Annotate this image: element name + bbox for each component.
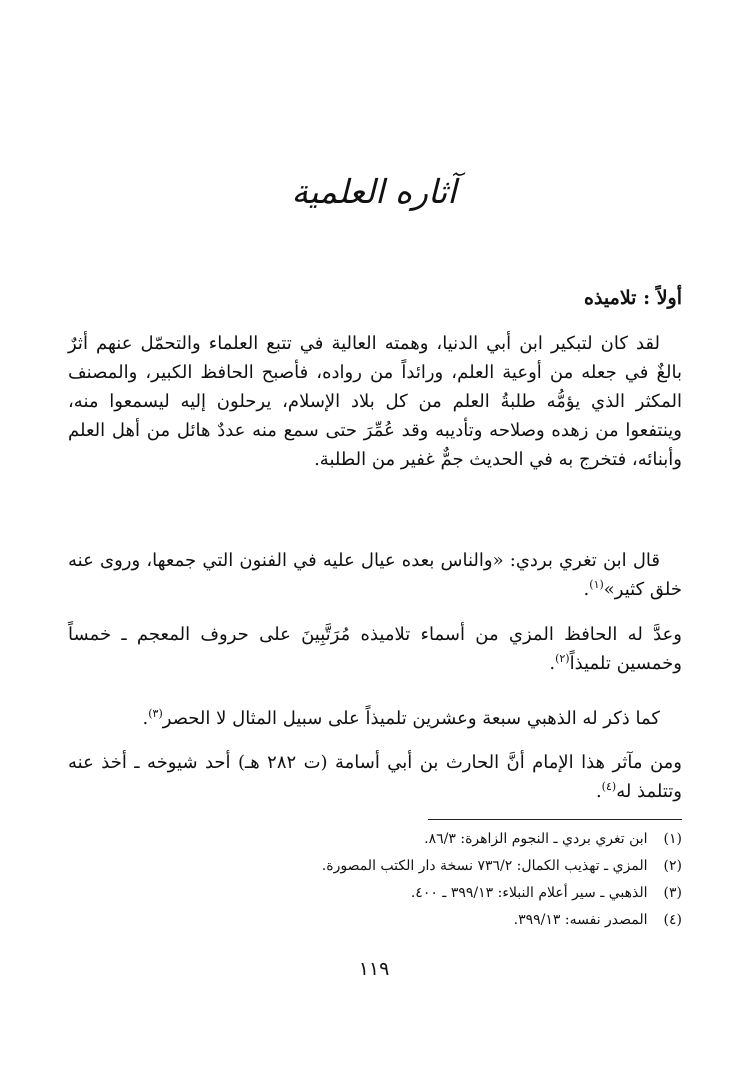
footnote-item: [68, 907, 682, 934]
footnote-ref[interactable]: (٢): [555, 652, 570, 665]
footnote-text: المصدر نفسه: ٣٩٩/١٣.: [513, 912, 648, 928]
footnote-item: [68, 853, 682, 880]
paragraph-end: .: [595, 781, 602, 802]
footnote-text: المزي ـ تهذيب الكمال: ٧٣٦/٢ نسخة دار الكتب المصورة.: [321, 858, 648, 874]
chapter-title: آثاره العلمية: [291, 172, 457, 211]
footnote-ref[interactable]: (٤): [601, 780, 617, 793]
paragraph-text: كما ذكر له الذهبي سبعة وعشرين تلميذاً على سبيل المثال لا الحصر: [162, 708, 660, 729]
section-heading: أولاً : تلاميذه: [584, 287, 682, 309]
footnote-ref[interactable]: (٣): [148, 707, 163, 720]
page-number: ١١٩: [358, 958, 390, 980]
paragraph-end: .: [549, 653, 556, 674]
paragraph-mizzi-count: [68, 620, 682, 678]
footnote-number: (٢): [663, 858, 682, 874]
paragraph-dhahabi-count: [68, 704, 682, 733]
paragraph-text: قال ابن تغري بردي: «والناس بعده عيال عليه في الفنون التي جمعها، وروى عنه خلق كثير»: [68, 550, 682, 600]
paragraph-text: وعدَّ له الحافظ المزي من أسماء تلاميذه مُرَتَّبِينَ على حروف المعجم ـ خمساً وخمسين تلميذاً: [68, 624, 682, 674]
footnote-divider: [428, 819, 682, 820]
paragraph-students-intro: [68, 329, 682, 474]
paragraph-ibn-taghri-quote: [68, 546, 682, 604]
footnote-number: (١): [663, 831, 682, 847]
footnote-text: ابن تغري بردي ـ النجوم الزاهرة: ٨٦/٣.: [424, 831, 648, 847]
footnote-number: (٣): [663, 885, 682, 901]
paragraph-text: لقد كان لتبكير ابن أبي الدنيا، وهمته العالية في تتبع العلماء والتحمّل عنهم أثرٌ بالغٌ في جعله من أوعية العلم، ورائداً من رواده، فأصبح الحافظ الكبير، والمصنف المكثر الذي يؤمُّه طلبةُ العلم من كل بلاد الإسلام، يرحلون إليه ليسمعوا منه، وينتفعوا من زهده وصلاحه وتأديبه وقد عُمِّرَ حتى سمع منه عددٌ هائل من أهل العلم وأبنائه، فتخرج به في الحديث جمٌّ غفير من الطلبة.: [68, 333, 682, 470]
footnote-number: (٤): [663, 912, 682, 928]
footnotes-list: [68, 826, 682, 934]
paragraph-end: .: [583, 579, 590, 600]
paragraph-harith-note: [68, 748, 682, 806]
footnote-item: [68, 880, 682, 907]
footnote-ref[interactable]: (١): [589, 578, 604, 591]
paragraph-end: .: [142, 708, 149, 729]
footnote-text: الذهبي ـ سير أعلام النبلاء: ٣٩٩/١٣ ـ ٤٠٠.: [410, 885, 648, 901]
paragraph-text: ومن مآثر هذا الإمام أنَّ الحارث بن أبي أسامة (ت ٢٨٢ هـ) أحد شيوخه ـ أخذ عنه وتتلمذ له: [68, 752, 682, 802]
footnote-item: [68, 826, 682, 853]
